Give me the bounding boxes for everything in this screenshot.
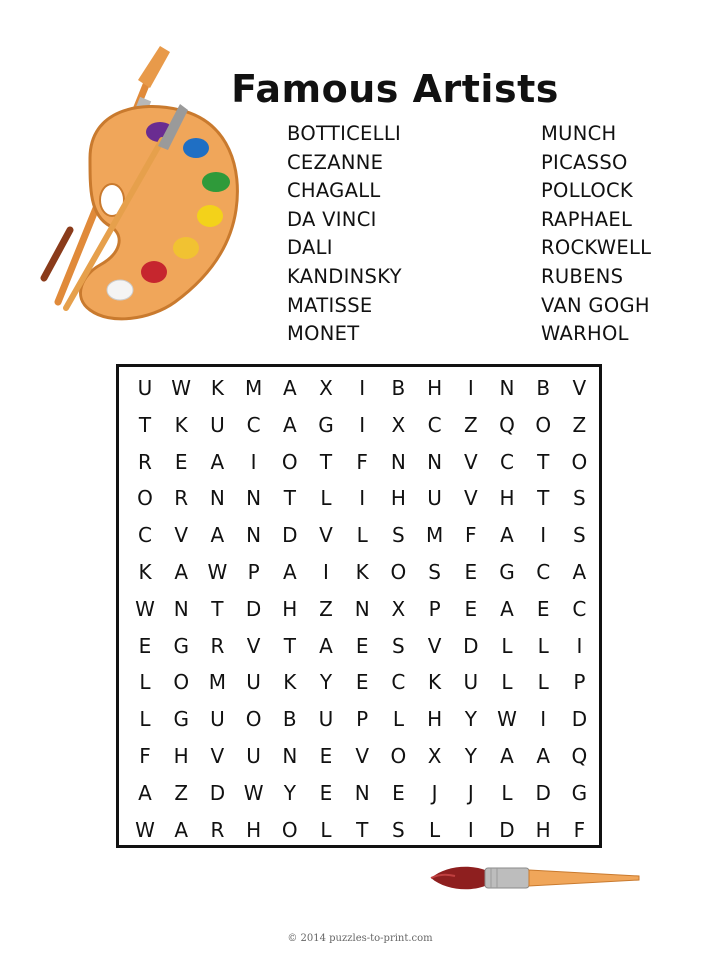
grid-letter: G <box>318 412 334 437</box>
grid-letter: F <box>139 744 151 768</box>
grid-letter: F <box>356 449 368 474</box>
grid-letter: V <box>210 744 225 768</box>
grid-letter: A <box>500 596 514 621</box>
grid-letter: A <box>282 376 297 400</box>
grid-row <box>127 407 597 444</box>
grid-row <box>127 517 597 554</box>
grid-letter: I <box>540 523 547 548</box>
grid-letter: G <box>571 780 588 805</box>
grid-letter: D <box>245 596 262 621</box>
grid-letter: S <box>428 560 441 584</box>
word-list-item: CEZANNE <box>287 150 384 174</box>
grid-letter: E <box>464 560 478 584</box>
word-list-column-2 <box>541 120 651 349</box>
grid-letter: C <box>427 412 442 437</box>
grid-letter: N <box>282 744 298 768</box>
grid-letter: H <box>390 486 406 511</box>
grid-letter: D <box>463 633 479 658</box>
grid-row <box>127 628 597 665</box>
grid-letter: A <box>500 744 514 768</box>
word-list-item: POLLOCK <box>541 179 633 203</box>
grid-letter: E <box>355 633 369 658</box>
grid-letter: Q <box>499 412 515 437</box>
grid-letter: T <box>211 596 224 621</box>
grid-letter: U <box>137 376 153 400</box>
grid-letter: N <box>499 376 515 400</box>
grid-letter: S <box>573 523 586 548</box>
grid-letter: X <box>391 412 406 437</box>
grid-letter: E <box>319 780 333 805</box>
grid-row <box>127 444 597 481</box>
grid-letter: V <box>319 523 333 548</box>
grid-letter: I <box>359 412 366 437</box>
grid-letter: D <box>282 523 298 548</box>
grid-letter: B <box>391 376 406 400</box>
grid-letter: I <box>359 376 366 400</box>
grid-row <box>127 775 597 812</box>
grid-letter: A <box>210 523 225 548</box>
grid-letter: Y <box>283 780 296 805</box>
grid-row <box>127 664 597 701</box>
grid-letter: A <box>282 560 297 584</box>
grid-row <box>127 812 597 849</box>
grid-letter: P <box>247 560 260 584</box>
grid-letter: V <box>572 376 587 400</box>
grid-letter: C <box>500 449 514 474</box>
grid-letter: H <box>282 596 298 621</box>
grid-row <box>127 480 597 517</box>
grid-letter: U <box>246 744 261 768</box>
grid-letter: O <box>390 744 407 768</box>
grid-letter: V <box>246 633 261 658</box>
grid-letter: Y <box>464 707 477 732</box>
grid-letter: L <box>501 670 513 695</box>
grid-letter: R <box>210 817 225 842</box>
grid-letter: N <box>354 596 370 621</box>
grid-letter: L <box>139 670 151 695</box>
grid-letter: I <box>467 376 474 400</box>
word-list-item: MATISSE <box>287 293 373 317</box>
grid-letter: R <box>138 449 152 474</box>
grid-letter: S <box>392 633 405 658</box>
grid-letter: U <box>210 412 225 437</box>
grid-letter: B <box>536 376 551 400</box>
grid-letter: U <box>427 486 442 511</box>
grid-letter: T <box>356 817 369 842</box>
word-search-grid <box>116 364 602 848</box>
word-list-item: DALI <box>287 236 333 260</box>
grid-letter: X <box>391 596 406 621</box>
grid-row <box>127 738 597 775</box>
grid-letter: N <box>173 596 189 621</box>
grid-letter: Y <box>319 670 333 695</box>
grid-letter: W <box>243 780 264 805</box>
word-list-column-1 <box>287 120 402 349</box>
grid-letter: M <box>425 523 444 548</box>
grid-letter: K <box>210 376 224 400</box>
grid-letter: N <box>246 486 262 511</box>
grid-letter: E <box>355 670 369 695</box>
word-list-item: MONET <box>287 322 360 346</box>
grid-letter: H <box>173 744 189 768</box>
grid-letter: O <box>281 449 298 474</box>
grid-letter: D <box>209 780 226 805</box>
grid-letter: K <box>283 670 297 695</box>
grid-letter: L <box>429 817 441 842</box>
word-list-item: WARHOL <box>541 322 629 346</box>
grid-letter: N <box>209 486 225 511</box>
grid-letter: G <box>173 707 189 732</box>
grid-letter: V <box>355 744 370 768</box>
grid-letter: H <box>499 486 515 511</box>
grid-letter: L <box>139 707 151 732</box>
grid-letter: C <box>572 596 587 621</box>
grid-letter: G <box>173 633 189 658</box>
grid-letter: U <box>463 670 479 695</box>
grid-letter: W <box>135 596 155 621</box>
grid-letter: P <box>356 707 369 732</box>
grid-letter: I <box>323 560 329 584</box>
grid-letter: X <box>319 376 333 400</box>
word-list-item: ROCKWELL <box>541 236 652 260</box>
grid-letter: H <box>427 707 443 732</box>
grid-letter: R <box>210 633 225 658</box>
grid-letter: T <box>319 449 333 474</box>
grid-row <box>127 591 597 628</box>
grid-letter: T <box>537 486 550 511</box>
word-list-item: MUNCH <box>541 122 617 145</box>
grid-letter: O <box>281 817 298 842</box>
grid-row <box>127 370 597 407</box>
grid-letter: J <box>467 780 474 805</box>
grid-letter: H <box>246 817 262 842</box>
grid-letter: Q <box>571 744 588 768</box>
grid-letter: U <box>210 707 225 732</box>
word-list-item: DA VINCI <box>287 207 377 231</box>
grid-letter: H <box>427 376 443 400</box>
grid-letter: O <box>173 670 190 695</box>
grid-letter: V <box>463 486 478 511</box>
grid-letter: L <box>501 633 513 658</box>
grid-letter: M <box>244 376 263 400</box>
grid-letter: B <box>282 707 297 732</box>
grid-letter: Z <box>463 412 478 437</box>
grid-letter: Z <box>572 412 587 437</box>
grid-letter: K <box>355 560 369 584</box>
grid-letter: H <box>535 817 551 842</box>
grid-letter: E <box>536 596 550 621</box>
grid-letter: A <box>210 449 225 474</box>
grid-letter: A <box>138 780 152 805</box>
grid-letter: T <box>283 633 296 658</box>
grid-letter: D <box>535 780 551 805</box>
grid-letter: A <box>174 560 189 584</box>
grid-row <box>127 554 597 591</box>
grid-letter: O <box>535 412 552 437</box>
grid-letter: L <box>501 780 513 805</box>
grid-letter: O <box>390 560 407 584</box>
grid-letter: I <box>540 707 547 732</box>
grid-letter: T <box>537 449 550 474</box>
grid-letter: P <box>428 596 441 621</box>
grid-letter: C <box>246 412 261 437</box>
grid-letter: N <box>354 780 370 805</box>
grid-letter: V <box>427 633 442 658</box>
grid-letter: E <box>464 596 478 621</box>
grid-letter: A <box>282 412 297 437</box>
word-list-item: CHAGALL <box>287 179 381 203</box>
grid-letter: S <box>392 523 405 548</box>
grid-letter: Z <box>174 780 189 805</box>
word-list-item: RUBENS <box>541 264 624 288</box>
grid-letter: O <box>245 707 262 732</box>
grid-letter: W <box>497 707 517 732</box>
grid-letter: N <box>246 523 262 548</box>
grid-letter: C <box>138 523 152 548</box>
grid-letter: S <box>573 486 586 511</box>
grid-letter: R <box>174 486 189 511</box>
grid-letter: W <box>171 376 192 400</box>
grid-letter: I <box>576 633 583 658</box>
grid-letter: Y <box>464 744 477 768</box>
grid-letter: N <box>427 449 443 474</box>
grid-letter: L <box>356 523 368 548</box>
grid-letter: L <box>320 486 332 511</box>
page-title: Famous Artists <box>231 67 559 112</box>
grid-letter: D <box>499 817 515 842</box>
grid-letter: W <box>135 817 155 842</box>
grid-letter: C <box>536 560 551 584</box>
grid-letter: O <box>571 449 588 474</box>
word-list-item: KANDINSKY <box>287 264 402 288</box>
word-list-item: RAPHAEL <box>541 207 633 231</box>
grid-letter: I <box>250 449 257 474</box>
grid-letter: K <box>138 560 152 584</box>
grid-letter: A <box>174 817 189 842</box>
grid-letter: K <box>428 670 442 695</box>
grid-letter: F <box>465 523 477 548</box>
grid-letter: G <box>499 560 515 584</box>
grid-letter: C <box>391 670 406 695</box>
word-list-item: PICASSO <box>541 150 628 174</box>
word-list-item: BOTTICELLI <box>287 122 402 145</box>
grid-letter: L <box>537 633 549 658</box>
grid-letter: V <box>463 449 478 474</box>
grid-letter: M <box>208 670 227 695</box>
grid-row <box>127 701 597 738</box>
grid-letter: U <box>246 670 261 695</box>
grid-letter: L <box>537 670 549 695</box>
grid-letter: A <box>319 633 333 658</box>
grid-letter: X <box>427 744 442 768</box>
grid-letter: T <box>283 486 296 511</box>
grid-letter: O <box>137 486 153 511</box>
grid-letter: E <box>174 449 188 474</box>
paintbrush-icon <box>425 852 645 902</box>
grid-letter: W <box>207 560 228 584</box>
grid-letter: U <box>318 707 334 732</box>
copyright-notice: © 2014 puzzles-to-print.com <box>287 933 433 944</box>
grid-letter: P <box>573 670 586 695</box>
grid-letter: L <box>392 707 404 732</box>
grid-letter: Z <box>319 596 333 621</box>
grid-letter: A <box>500 523 514 548</box>
grid-letter: V <box>174 523 189 548</box>
grid-letter: D <box>571 707 588 732</box>
grid-letter: A <box>536 744 551 768</box>
grid-letter: E <box>319 744 333 768</box>
grid-letter: T <box>138 412 152 437</box>
grid-letter: E <box>138 633 152 658</box>
grid-letter: K <box>174 412 188 437</box>
grid-letter: A <box>572 560 587 584</box>
word-list-item: VAN GOGH <box>541 293 650 317</box>
grid-letter: J <box>431 780 438 805</box>
grid-letter: S <box>392 817 405 842</box>
grid-letter: L <box>320 817 332 842</box>
grid-letter: E <box>392 780 405 805</box>
grid-letter: N <box>390 449 406 474</box>
grid-letter: F <box>573 817 586 842</box>
grid-letter: I <box>467 817 474 842</box>
grid-letter: I <box>359 486 366 511</box>
